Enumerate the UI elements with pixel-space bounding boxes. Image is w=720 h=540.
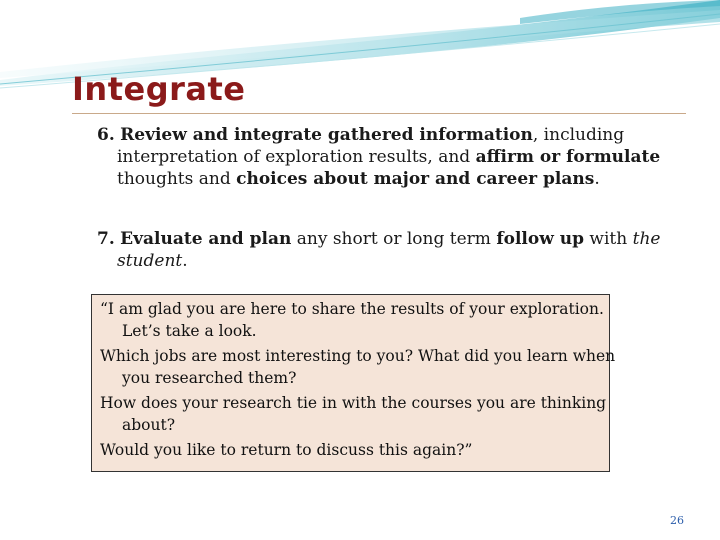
quote-line: Which jobs are most interesting to you? What did you learn when you researched them? [100,347,616,387]
item-text: , including interpretation of exploration results, and [117,125,625,167]
item-text: thoughts and [117,169,237,189]
page-number: 26 [670,514,684,527]
title-divider [72,113,686,114]
item-text-bold: affirm or formulate [475,147,661,167]
item-text: . [182,251,188,271]
quote-line: “I am glad you are here to share the results of your exploration. Let’s take a look. [100,300,604,340]
item-number: 6. [97,125,115,145]
item-text-italic: the student [117,229,661,271]
item-text-bold: follow up [496,229,585,249]
item-text: with [584,229,633,249]
item-text-bold: choices about major and career plans [236,169,595,189]
list-item-6 [97,124,677,190]
slide-title: Integrate [72,70,246,108]
quote-line: How does your research tie in with the courses you are thinking about? [100,394,607,434]
item-text: any short or long term [291,229,497,249]
item-text-bold: Review and integrate gathered information [120,125,533,145]
item-text-bold: Evaluate and plan [120,229,292,249]
quote-line: Would you like to return to discuss this again?” [100,441,473,459]
item-number: 7. [97,229,115,249]
list-item-7 [97,228,677,272]
item-text: . [594,169,600,189]
sample-dialogue-box [91,294,616,472]
